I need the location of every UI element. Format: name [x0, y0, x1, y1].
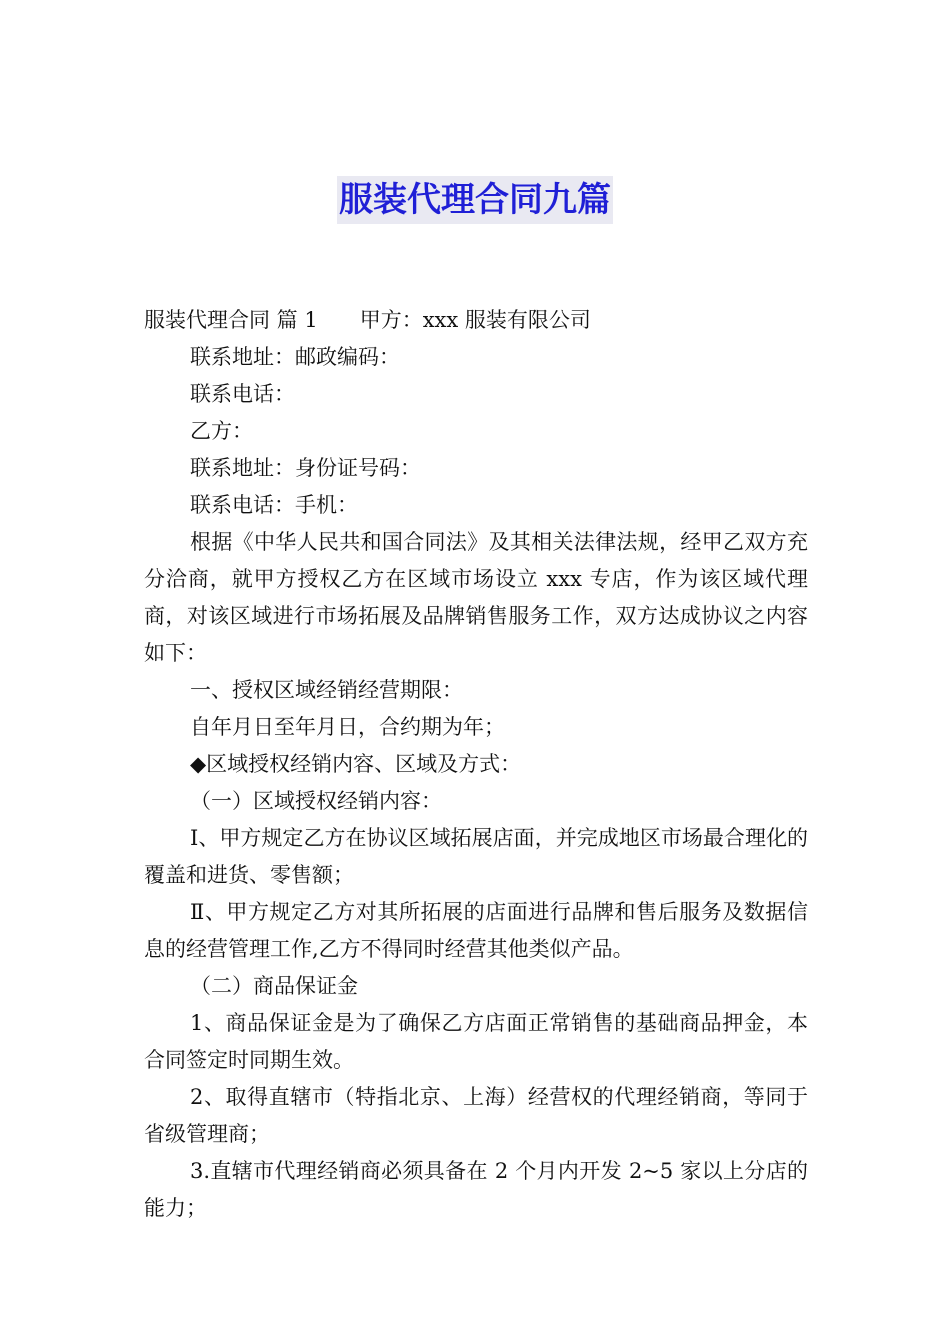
paragraph: Ⅱ、甲方规定乙方对其所拓展的店面进行品牌和售后服务及数据信息的经营管理工作,乙方不得同时经营其他类似产品。 — [144, 900, 808, 961]
paragraph: 联系地址：身份证号码： — [190, 456, 421, 480]
paragraph: 3.直辖市代理经销商必须具备在 2 个月内开发 2~5 家以上分店的能力； — [144, 1159, 808, 1220]
paragraph: Ⅰ、甲方规定乙方在协议区域拓展店面，并完成地区市场最合理化的覆盖和进货、零售额； — [144, 826, 808, 887]
paragraph: 根据《中华人民共和国合同法》及其相关法律法规，经甲乙双方充分洽商，就甲方授权乙方在区域市场设立 xxx 专店，作为该区域代理商，对该区域进行市场拓展及品牌销售服务工作，双方达成协议之内容如下： — [144, 530, 808, 665]
section-heading: 服装代理合同 篇 1 — [144, 308, 318, 332]
paragraph: 2、取得直辖市（特指北京、上海）经营权的代理经销商，等同于省级管理商； — [144, 1085, 808, 1146]
paragraph: （一）区域授权经销内容： — [190, 789, 442, 813]
paragraph: 乙方： — [190, 419, 253, 443]
paragraph: 联系地址：邮政编码： — [190, 345, 400, 369]
paragraph: 自年月日至年月日，合约期为年； — [190, 715, 505, 739]
paragraph: 1、商品保证金是为了确保乙方店面正常销售的基础商品押金，本合同签定时同期生效。 — [144, 1011, 808, 1072]
document-body — [144, 302, 808, 1227]
paragraph: 一、授权区域经销经营期限： — [190, 678, 463, 702]
paragraph: ◆区域授权经销内容、区域及方式： — [190, 752, 522, 776]
first-line — [144, 302, 808, 339]
document-title: 服装代理合同九篇 — [337, 176, 613, 224]
party-a: 甲方：xxx 服装有限公司 — [359, 308, 591, 332]
paragraph: （二）商品保证金 — [190, 974, 358, 998]
document-title-wrap — [0, 176, 950, 224]
paragraph: 联系电话：手机： — [190, 493, 358, 517]
paragraph: 联系电话： — [190, 382, 295, 406]
